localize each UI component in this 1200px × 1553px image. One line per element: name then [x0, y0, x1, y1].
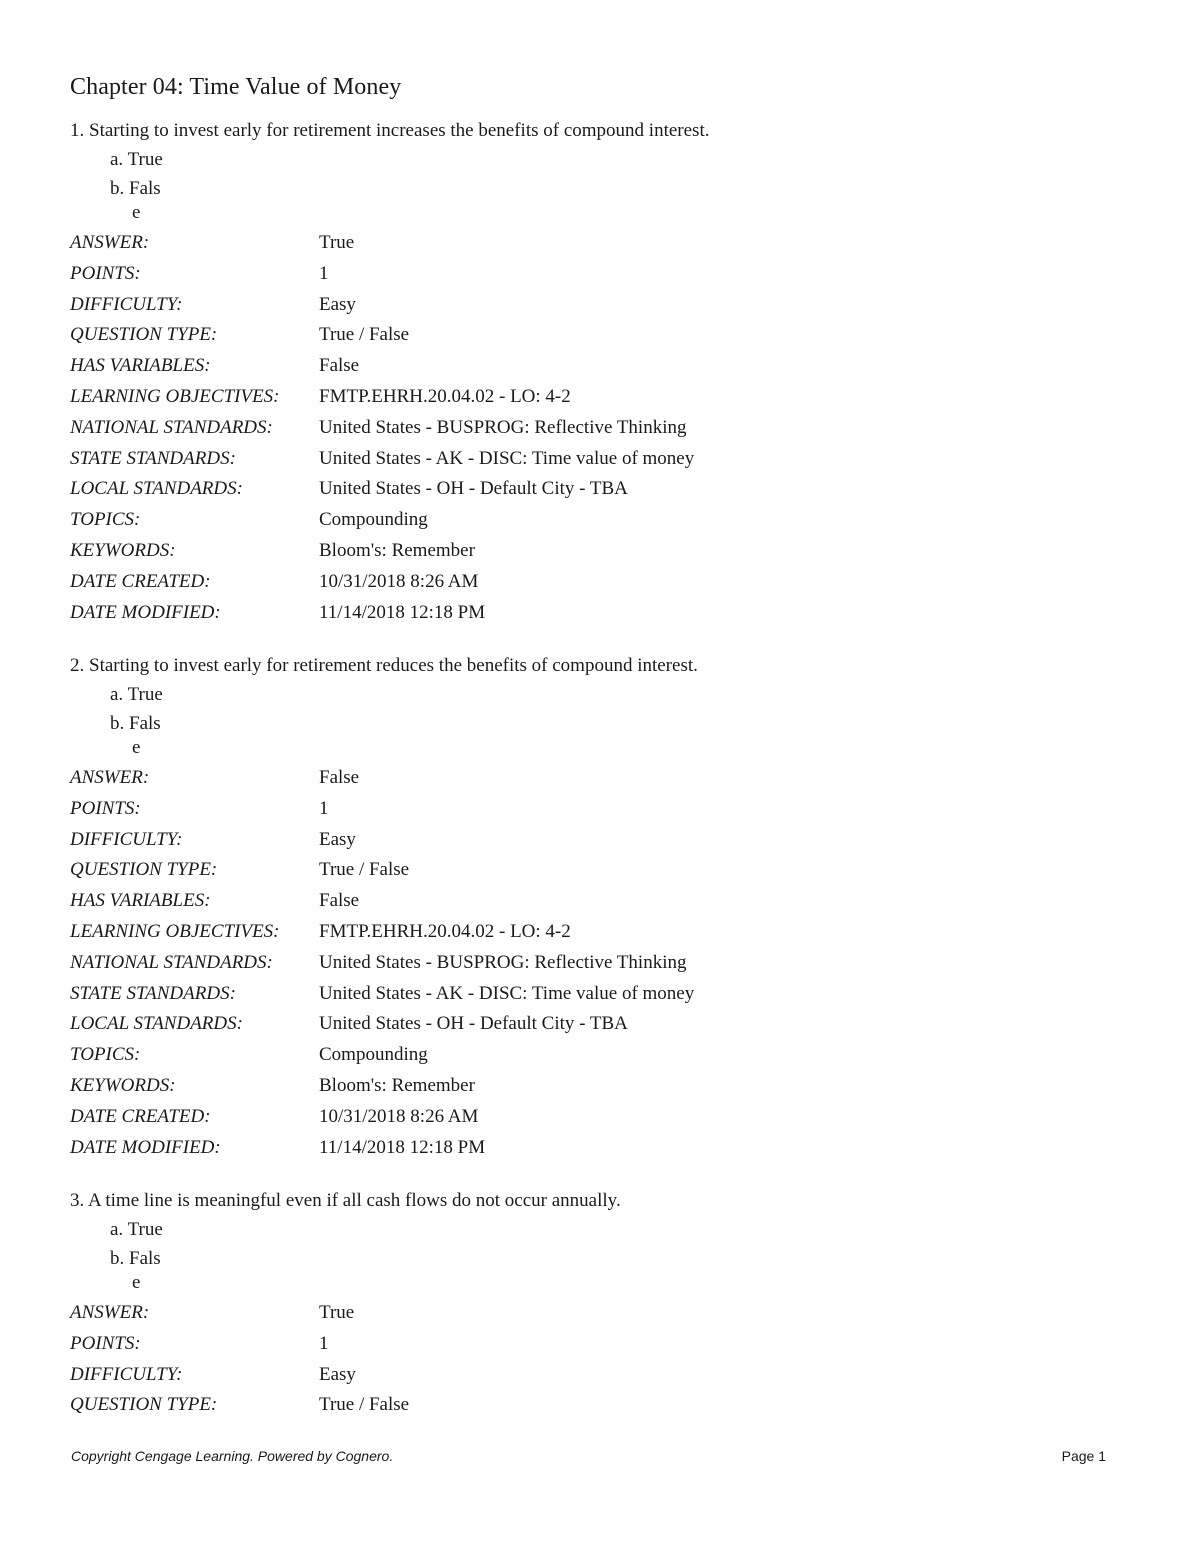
meta-date-modified: [70, 1133, 1130, 1164]
meta-has-variables: [70, 351, 1130, 382]
meta-label: NATIONAL STANDARDS:: [70, 416, 273, 438]
meta-label: DATE CREATED:: [70, 570, 211, 592]
meta-label: ANSWER:: [70, 767, 150, 788]
question-text: 1. Starting to invest early for retirement increases the benefits of compound interest.: [70, 120, 710, 141]
meta-label: POINTS:: [70, 797, 141, 819]
meta-label: QUESTION TYPE:: [70, 1394, 218, 1416]
meta-difficulty: [70, 1360, 1130, 1391]
meta-value: False: [319, 890, 360, 912]
meta-value: False: [319, 355, 360, 377]
footer-copyright: Copyright Cengage Learning. Powered by Cognero.: [71, 1448, 394, 1464]
meta-value: 1: [319, 1332, 329, 1354]
meta-state-standards: [70, 444, 1130, 475]
meta-label: DATE MODIFIED:: [70, 1136, 221, 1158]
meta-label: HAS VARIABLES:: [70, 355, 211, 377]
meta-value: False: [319, 767, 360, 788]
meta-value: True / False: [319, 859, 410, 881]
question-text: 3. A time line is meaningful even if all cash flows do not occur annually.: [70, 1190, 621, 1211]
option-b-wrap: e: [132, 1272, 141, 1293]
meta-label: HAS VARIABLES:: [70, 890, 211, 912]
meta-answer: [70, 1298, 1130, 1329]
meta-answer: [70, 763, 1130, 794]
meta-answer: [70, 228, 1130, 259]
meta-topics: [70, 505, 1130, 536]
meta-value: Bloom's: Remember: [319, 539, 475, 561]
meta-label: STATE STANDARDS:: [70, 447, 236, 469]
meta-label: POINTS:: [70, 262, 141, 284]
meta-value: True / False: [319, 324, 410, 346]
meta-label: QUESTION TYPE:: [70, 859, 218, 881]
meta-value: 1: [319, 797, 329, 819]
meta-topics: [70, 1040, 1130, 1071]
meta-national-standards: [70, 948, 1130, 979]
meta-label: DATE MODIFIED:: [70, 601, 221, 623]
meta-question-type: [70, 1390, 1130, 1421]
meta-value: True / False: [319, 1394, 410, 1416]
question-3: [70, 1187, 1130, 1421]
meta-label: LOCAL STANDARDS:: [70, 1013, 243, 1035]
meta-learning-objectives: [70, 382, 1130, 413]
meta-label: KEYWORDS:: [70, 539, 176, 561]
meta-value: Compounding: [319, 1044, 428, 1066]
meta-label: LEARNING OBJECTIVES:: [70, 385, 280, 407]
meta-value: United States - AK - DISC: Time value of money: [319, 447, 695, 469]
meta-learning-objectives: [70, 917, 1130, 948]
meta-label: KEYWORDS:: [70, 1074, 176, 1096]
meta-label: LOCAL STANDARDS:: [70, 478, 243, 500]
meta-label: QUESTION TYPE:: [70, 324, 218, 346]
meta-label: TOPICS:: [70, 509, 141, 531]
chapter-title: Chapter 04: Time Value of Money: [70, 74, 402, 100]
question-2: [70, 652, 1130, 1163]
meta-points: [70, 1329, 1130, 1360]
meta-value: True: [319, 232, 355, 253]
meta-state-standards: [70, 979, 1130, 1010]
meta-difficulty: [70, 290, 1130, 321]
meta-value: 11/14/2018 12:18 PM: [319, 1136, 486, 1158]
meta-value: United States - BUSPROG: Reflective Thinking: [319, 416, 687, 438]
meta-value: Compounding: [319, 509, 428, 531]
option-b-wrap: e: [132, 202, 141, 223]
option-b: b. Fals: [110, 713, 161, 734]
meta-has-variables: [70, 886, 1130, 917]
meta-question-type: [70, 320, 1130, 351]
option-a: a. True: [110, 684, 163, 705]
meta-local-standards: [70, 1009, 1130, 1040]
meta-value: FMTP.EHRH.20.04.02 - LO: 4-2: [319, 920, 571, 942]
meta-value: Bloom's: Remember: [319, 1074, 475, 1096]
meta-value: 11/14/2018 12:18 PM: [319, 601, 486, 623]
question-1: [70, 117, 1130, 628]
option-a: a. True: [110, 149, 163, 170]
meta-national-standards: [70, 413, 1130, 444]
meta-question-type: [70, 855, 1130, 886]
meta-label: LEARNING OBJECTIVES:: [70, 920, 280, 942]
meta-label: STATE STANDARDS:: [70, 982, 236, 1004]
meta-points: [70, 259, 1130, 290]
meta-label: DIFFICULTY:: [70, 293, 183, 315]
meta-value: Easy: [319, 1363, 356, 1385]
meta-value: 10/31/2018 8:26 AM: [319, 570, 479, 592]
meta-label: DIFFICULTY:: [70, 1363, 183, 1385]
meta-date-modified: [70, 598, 1130, 629]
meta-date-created: [70, 567, 1130, 598]
meta-value: United States - OH - Default City - TBA: [319, 478, 628, 500]
option-a: a. True: [110, 1219, 163, 1240]
meta-points: [70, 794, 1130, 825]
meta-value: 10/31/2018 8:26 AM: [319, 1105, 479, 1127]
meta-value: True: [319, 1302, 355, 1323]
meta-value: Easy: [319, 293, 356, 315]
meta-value: Easy: [319, 828, 356, 850]
meta-label: ANSWER:: [70, 1302, 150, 1323]
option-b: b. Fals: [110, 178, 161, 199]
meta-label: DATE CREATED:: [70, 1105, 211, 1127]
meta-date-created: [70, 1102, 1130, 1133]
option-b-wrap: e: [132, 737, 141, 758]
meta-value: 1: [319, 262, 329, 284]
meta-keywords: [70, 1071, 1130, 1102]
meta-label: POINTS:: [70, 1332, 141, 1354]
meta-label: NATIONAL STANDARDS:: [70, 951, 273, 973]
meta-label: TOPICS:: [70, 1044, 141, 1066]
meta-value: United States - AK - DISC: Time value of money: [319, 982, 695, 1004]
meta-label: ANSWER:: [70, 232, 150, 253]
meta-difficulty: [70, 825, 1130, 856]
footer-page-number: Page 1: [1061, 1448, 1106, 1464]
meta-label: DIFFICULTY:: [70, 828, 183, 850]
meta-value: United States - BUSPROG: Reflective Thinking: [319, 951, 687, 973]
meta-local-standards: [70, 474, 1130, 505]
meta-value: FMTP.EHRH.20.04.02 - LO: 4-2: [319, 385, 571, 407]
meta-keywords: [70, 536, 1130, 567]
question-text: 2. Starting to invest early for retirement reduces the benefits of compound interest.: [70, 655, 698, 676]
meta-value: United States - OH - Default City - TBA: [319, 1013, 628, 1035]
option-b: b. Fals: [110, 1248, 161, 1269]
